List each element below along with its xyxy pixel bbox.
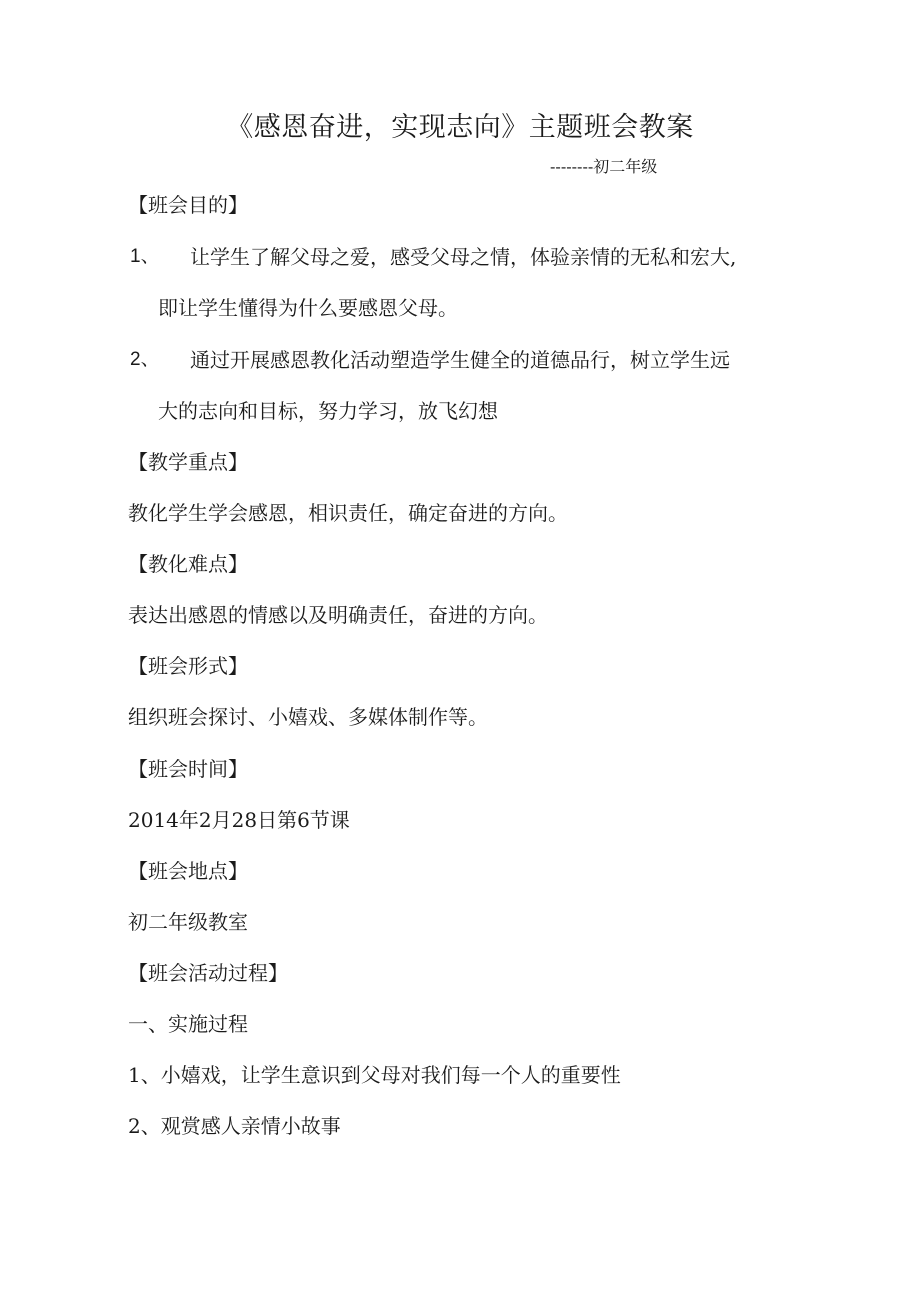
purpose-item-1-line1: 让学生了解父母之爱，感受父母之情，体验亲情的无私和宏大, — [190, 245, 737, 269]
key-point-text: 教化学生学会感恩，相识责任，确定奋进的方向。 — [128, 501, 568, 525]
purpose-item-1-number: 1、 — [130, 246, 160, 267]
form-text: 组织班会探讨、小嬉戏、多媒体制作等。 — [128, 705, 488, 729]
process-item-2: 2、观赏感人亲情小故事 — [128, 1114, 341, 1138]
purpose-item-2-line2: 大的志向和目标，努力学习，放飞幻想 — [158, 399, 498, 423]
process-subheading: 一、实施过程 — [128, 1012, 248, 1036]
key-point-heading: 【教学重点】 — [128, 450, 248, 474]
time-heading: 【班会时间】 — [128, 757, 248, 781]
document-subtitle: --------初二年级 — [550, 157, 658, 176]
form-heading: 【班会形式】 — [128, 654, 248, 678]
purpose-item-2-number: 2、 — [130, 349, 160, 370]
time-text: 2014年2月28日第6节课 — [128, 808, 350, 832]
purpose-heading: 【班会目的】 — [128, 193, 248, 217]
process-heading: 【班会活动过程】 — [128, 961, 288, 985]
purpose-item-2-line1: 通过开展感恩教化活动塑造学生健全的道德品行，树立学生远 — [190, 348, 730, 372]
process-item-1: 1、小嬉戏，让学生意识到父母对我们每一个人的重要性 — [128, 1063, 621, 1087]
document-title: 《感恩奋进，实现志向》主题班会教案 — [226, 112, 694, 143]
difficulty-heading: 【教化难点】 — [128, 552, 248, 576]
purpose-item-1-line2: 即让学生懂得为什么要感恩父母。 — [158, 296, 458, 320]
place-heading: 【班会地点】 — [128, 859, 248, 883]
place-text: 初二年级教室 — [128, 910, 248, 934]
difficulty-text: 表达出感恩的情感以及明确责任，奋进的方向。 — [128, 603, 548, 627]
